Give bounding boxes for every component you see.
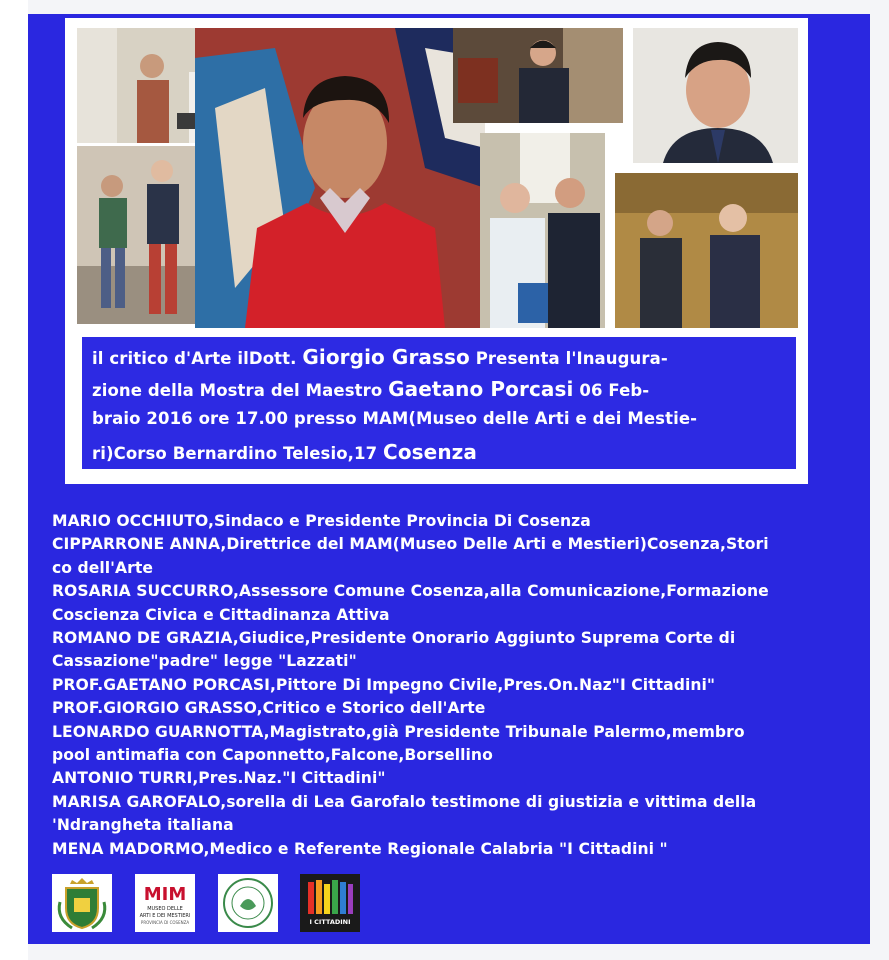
speaker-line: Coscienza Civica e Cittadinanza Attiva	[52, 605, 390, 624]
speaker-line: PROF.GIORGIO GRASSO,Critico e Storico dell'Arte	[52, 699, 486, 718]
event-announcement	[80, 335, 798, 471]
mam-logo-line-3: PROVINCIA DI COSENZA	[140, 920, 190, 925]
left-margin	[0, 0, 28, 960]
cosenza-coat-of-arms-logo	[52, 874, 112, 932]
photo-critic-with-artist	[480, 133, 605, 328]
photo-critic-gallery	[453, 28, 623, 123]
announcement-line-4: ri)Corso Bernardino Telesio,17 Cosenza	[92, 440, 478, 464]
speaker-line: 'Ndrangheta italiana	[52, 816, 234, 835]
critic-name: Giorgio Grasso	[302, 345, 470, 369]
artist-name: Gaetano Porcasi	[388, 377, 574, 401]
mam-logo-line-1: MUSEO DELLE	[147, 906, 183, 912]
speaker-line: co dell'Arte	[52, 558, 153, 577]
photo-critic-and-guest	[615, 173, 798, 328]
speaker-line: CIPPARRONE ANNA,Direttrice del MAM(Museo Delle Arti e Mestieri)Cosenza,Stori	[52, 535, 769, 554]
i-cittadini-logo-text: I CITTADINI	[309, 918, 351, 926]
photo-artist-portrait	[195, 28, 485, 328]
announcement-line-1: il critico d'Arte ilDott. Giorgio Grasso Presenta l'Inaugura-	[92, 345, 668, 369]
speaker-line: Cassazione"padre" legge "Lazzati"	[52, 652, 357, 671]
photo-men-walking	[77, 146, 197, 324]
speaker-line: MENA MADORMO,Medico e Referente Regionale Calabria "I Cittadini "	[52, 839, 668, 858]
speaker-line: pool antimafia con Caponnetto,Falcone,Borsellino	[52, 746, 493, 765]
speakers-list	[52, 510, 868, 861]
mam-museum-logo	[135, 874, 195, 932]
speaker-line: MARISA GAROFALO,sorella di Lea Garofalo testimone di giustizia e vittima della	[52, 792, 757, 811]
speaker-line: MARIO OCCHIUTO,Sindaco e Presidente Provincia Di Cosenza	[52, 512, 591, 530]
speaker-line: ROSARIA SUCCURRO,Assessore Comune Cosenza,alla Comunicazione,Formazione	[52, 582, 769, 601]
i-cittadini-logo	[300, 874, 360, 932]
speaker-line: ROMANO DE GRAZIA,Giudice,Presidente Onorario Aggiunto Suprema Corte di	[52, 629, 736, 648]
mam-logo-title: MIM	[143, 884, 187, 905]
mam-logo-line-2: ARTI E DEI MESTIERI	[139, 913, 191, 919]
regional-seal-logo	[218, 874, 278, 932]
speaker-line: PROF.GAETANO PORCASI,Pittore Di Impegno Civile,Pres.On.Naz"I Cittadini"	[52, 675, 716, 694]
speaker-line: ANTONIO TURRI,Pres.Naz."I Cittadini"	[52, 769, 386, 788]
photo-critic-portrait	[633, 28, 798, 163]
speaker-line: LEONARDO GUARNOTTA,Magistrato,già Presidente Tribunale Palermo,membro	[52, 722, 745, 741]
announcement-line-2: zione della Mostra del Maestro Gaetano Porcasi 06 Feb-	[92, 377, 650, 401]
announcement-line-3: braio 2016 ore 17.00 presso MAM(Museo delle Arti e dei Mestie-	[92, 409, 698, 428]
city-name: Cosenza	[383, 440, 478, 464]
